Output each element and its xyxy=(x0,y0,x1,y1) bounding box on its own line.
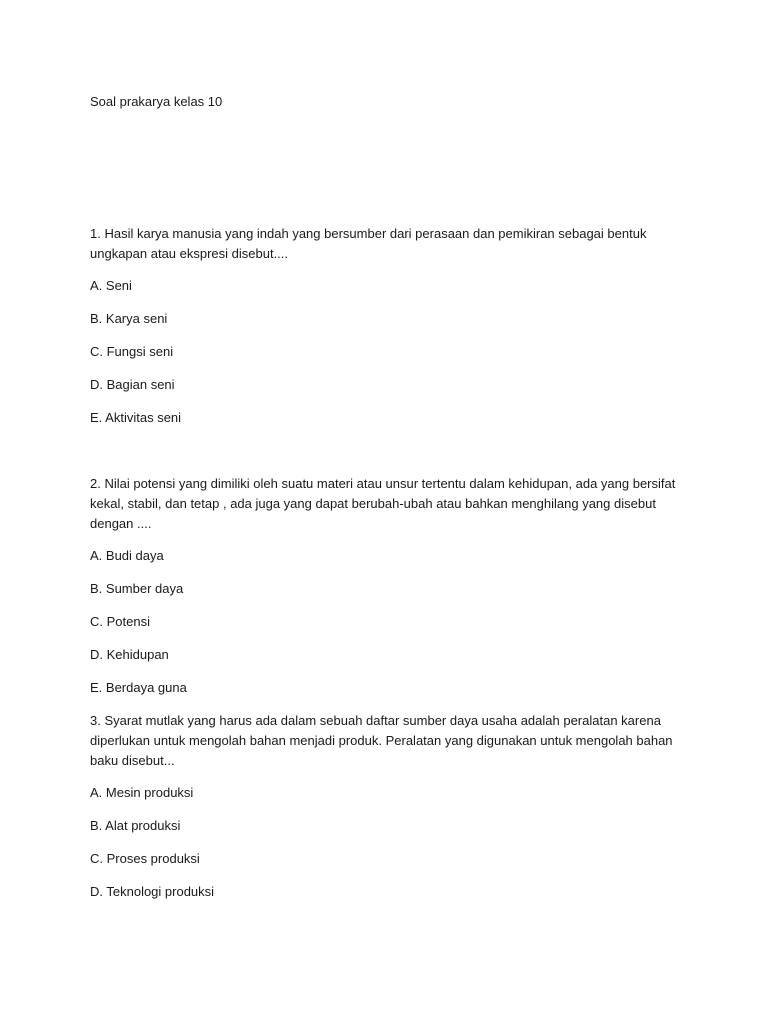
question-3-option-c: C. Proses produksi xyxy=(90,851,200,866)
question-1-option-b: B. Karya seni xyxy=(90,311,168,326)
question-2-option-e: E. Berdaya guna xyxy=(90,680,187,695)
question-2-option-d: D. Kehidupan xyxy=(90,647,169,662)
question-1-option-d: D. Bagian seni xyxy=(90,377,175,392)
question-3-option-b: B. Alat produksi xyxy=(90,818,181,833)
question-2-option-a: A. Budi daya xyxy=(90,548,164,563)
question-1-text: 1. Hasil karya manusia yang indah yang bersumber dari perasaan dan pemikiran sebagai bentuk ungkapan atau ekspresi disebut.... xyxy=(90,226,647,261)
question-1-option-c: C. Fungsi seni xyxy=(90,344,174,359)
question-3-text: 3. Syarat mutlak yang harus ada dalam sebuah daftar sumber daya usaha adalah peralatan karena diperlukan untuk mengolah bahan menjadi produk. Peralatan yang digunakan untuk mengolah bahan baku disebut... xyxy=(90,713,673,768)
question-2-option-c: C. Potensi xyxy=(90,614,150,629)
question-1-option-a: A. Seni xyxy=(90,278,132,293)
page-title: Soal prakarya kelas 10 xyxy=(90,94,223,109)
question-2-text: 2. Nilai potensi yang dimiliki oleh suatu materi atau unsur tertentu dalam kehidupan, ada yang bersifat kekal, stabil, dan tetap , ada juga yang dapat berubah-ubah atau bahkan menghilang yang disebut dengan .... xyxy=(90,476,676,531)
question-3-option-a: A. Mesin produksi xyxy=(90,785,194,800)
question-2-option-b: B. Sumber daya xyxy=(90,581,184,596)
question-3-option-d: D. Teknologi produksi xyxy=(90,884,215,899)
question-1-option-e: E. Aktivitas seni xyxy=(90,410,182,425)
